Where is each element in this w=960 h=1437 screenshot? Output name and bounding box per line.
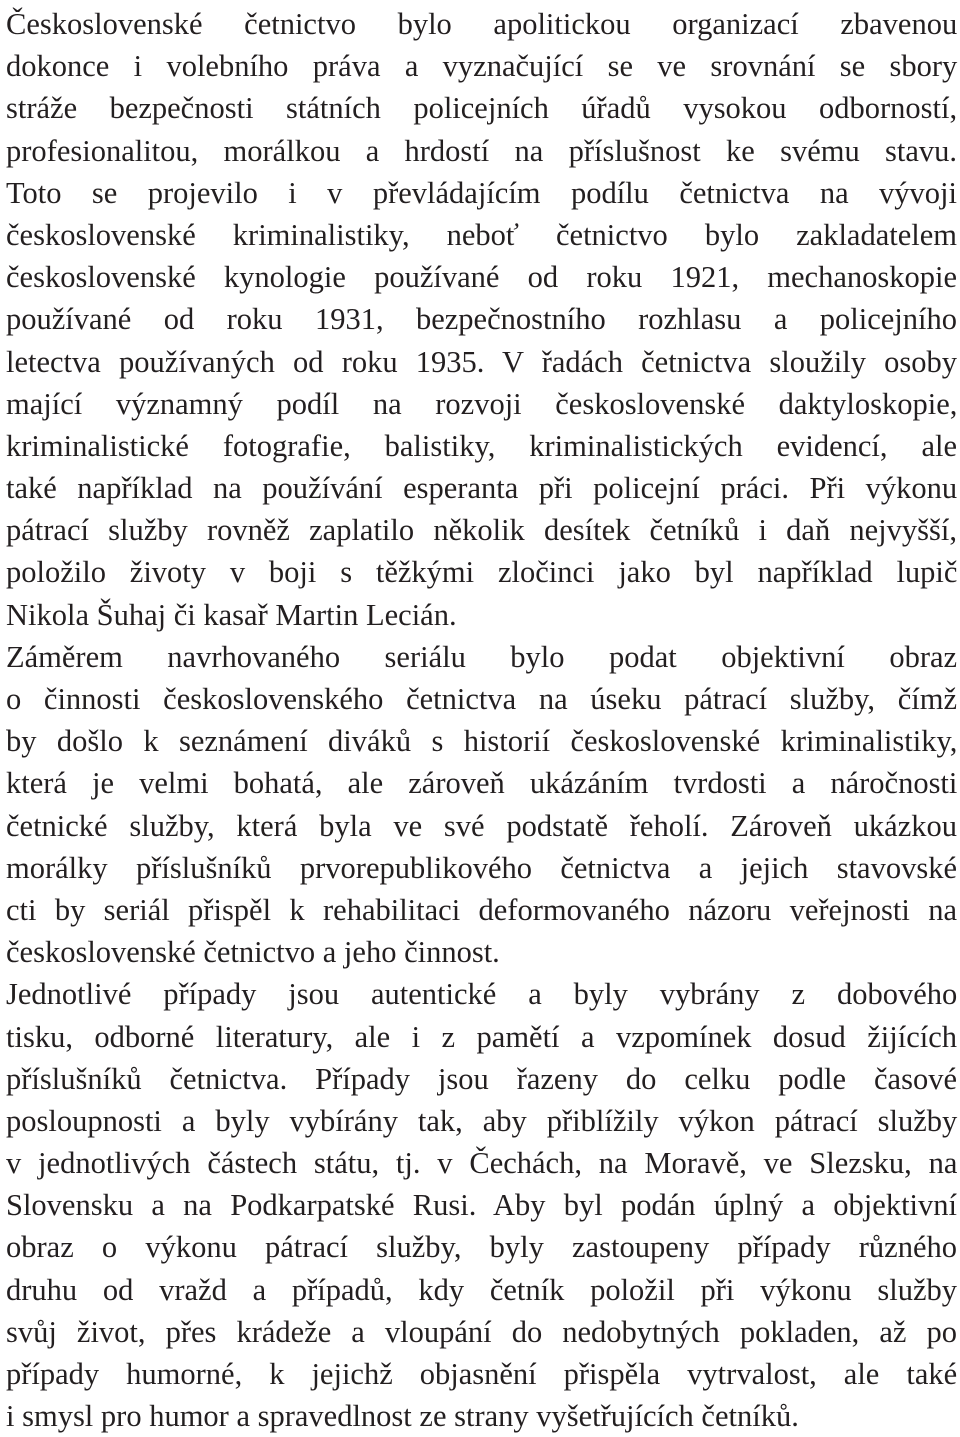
text-line: cti by seriál přispěl k rehabilitaci deformovaného názoru veřejnosti na <box>6 892 957 927</box>
text-line: kriminalistické fotografie, balistiky, kriminalistických evidencí, ale <box>6 428 957 463</box>
text-line: Záměrem navrhovaného seriálu bylo podat objektivní obraz <box>6 639 958 674</box>
text-line: obraz o výkonu pátrací služby, byly zastoupeny případy různého <box>6 1230 957 1265</box>
text-line: v jednotlivých částech státu, tj. v Čechách, na Moravě, ve Slezsku, na <box>6 1146 958 1181</box>
text-line: také například na používání esperanta při policejní práci. Při výkonu <box>6 471 958 506</box>
text-line: mající významný podíl na rozvoji československé daktyloskopie, <box>6 386 958 421</box>
text-line: používané od roku 1931, bezpečnostního rozhlasu a policejního <box>6 302 957 337</box>
text-line: Československé četnictvo bylo apolitickou organizací zbavenou <box>6 7 958 41</box>
text-line: československé kynologie používané od roku 1921, mechanoskopie <box>6 260 957 295</box>
text-line: druhu od vražd a případů, kdy četník položil při výkonu služby <box>6 1272 957 1307</box>
text-line: stráže bezpečnosti státních policejních úřadů vysokou odborností, <box>6 91 958 126</box>
document-page <box>6 0 957 1437</box>
text-line: položilo životy v boji s těžkými zločinci jako byl například lupič <box>6 555 958 590</box>
text-line: Toto se projevilo i v převládajícím podílu četnictva na vývoji <box>6 175 957 210</box>
text-line: Nikola Šuhaj či kasař Martin Lecián. <box>6 597 457 632</box>
text-line: posloupnosti a byly vybírány tak, aby přiblížily výkon pátrací služby <box>6 1103 958 1138</box>
text-line: profesionalitou, morálkou a hrdostí na příslušnost ke svému stavu. <box>6 133 957 168</box>
text-line: která je velmi bohatá, ale zároveň ukázáním tvrdosti a náročnosti <box>6 766 958 801</box>
paragraph-1 <box>6 3 957 636</box>
text-line: o činnosti československého četnictva na úseku pátrací služby, čímž <box>6 682 957 716</box>
text-line: případy humorné, k jejichž objasnění přispěla vytrvalost, ale také <box>6 1357 958 1391</box>
text-line: četnické služby, která byla ve své podstatě řeholí. Zároveň ukázkou <box>6 808 957 843</box>
text-line: Jednotlivé případy jsou autentické a byly vybrány z dobového <box>6 977 958 1012</box>
text-line: svůj život, přes krádeže a vloupání do nedobytných pokladen, až po <box>6 1314 957 1349</box>
text-line: morálky příslušníků prvorepublikového četnictva a jejich stavovské <box>6 850 957 885</box>
text-line: by došlo k seznámení diváků s historií československé kriminalistiky, <box>6 724 958 759</box>
text-line: i smysl pro humor a spravedlnost ze strany vyšetřujících četníků. <box>6 1399 799 1434</box>
text-line: československé četnictvo a jeho činnost. <box>6 935 500 970</box>
text-line: pátrací služby rovněž zaplatilo několik desítek četníků i daň nejvyšší, <box>6 513 957 548</box>
text-line: československé kriminalistiky, neboť četnictvo bylo zakladatelem <box>6 217 957 252</box>
paragraph-2 <box>6 636 957 974</box>
text-line: letectva používaných od roku 1935. V řadách četnictva sloužily osoby <box>6 344 958 379</box>
text-line: příslušníků četnictva. Případy jsou řazeny do celku podle časové <box>6 1061 957 1096</box>
text-line: dokonce i volebního práva a vyznačující se ve srovnání se sbory <box>6 49 958 84</box>
text-line: tisku, odborné literatury, ale i z pamětí a vzpomínek dosud žijících <box>6 1019 957 1054</box>
text-line: Slovensku a na Podkarpatské Rusi. Aby byl podán úplný a objektivní <box>6 1188 957 1223</box>
paragraph-3 <box>6 973 957 1437</box>
